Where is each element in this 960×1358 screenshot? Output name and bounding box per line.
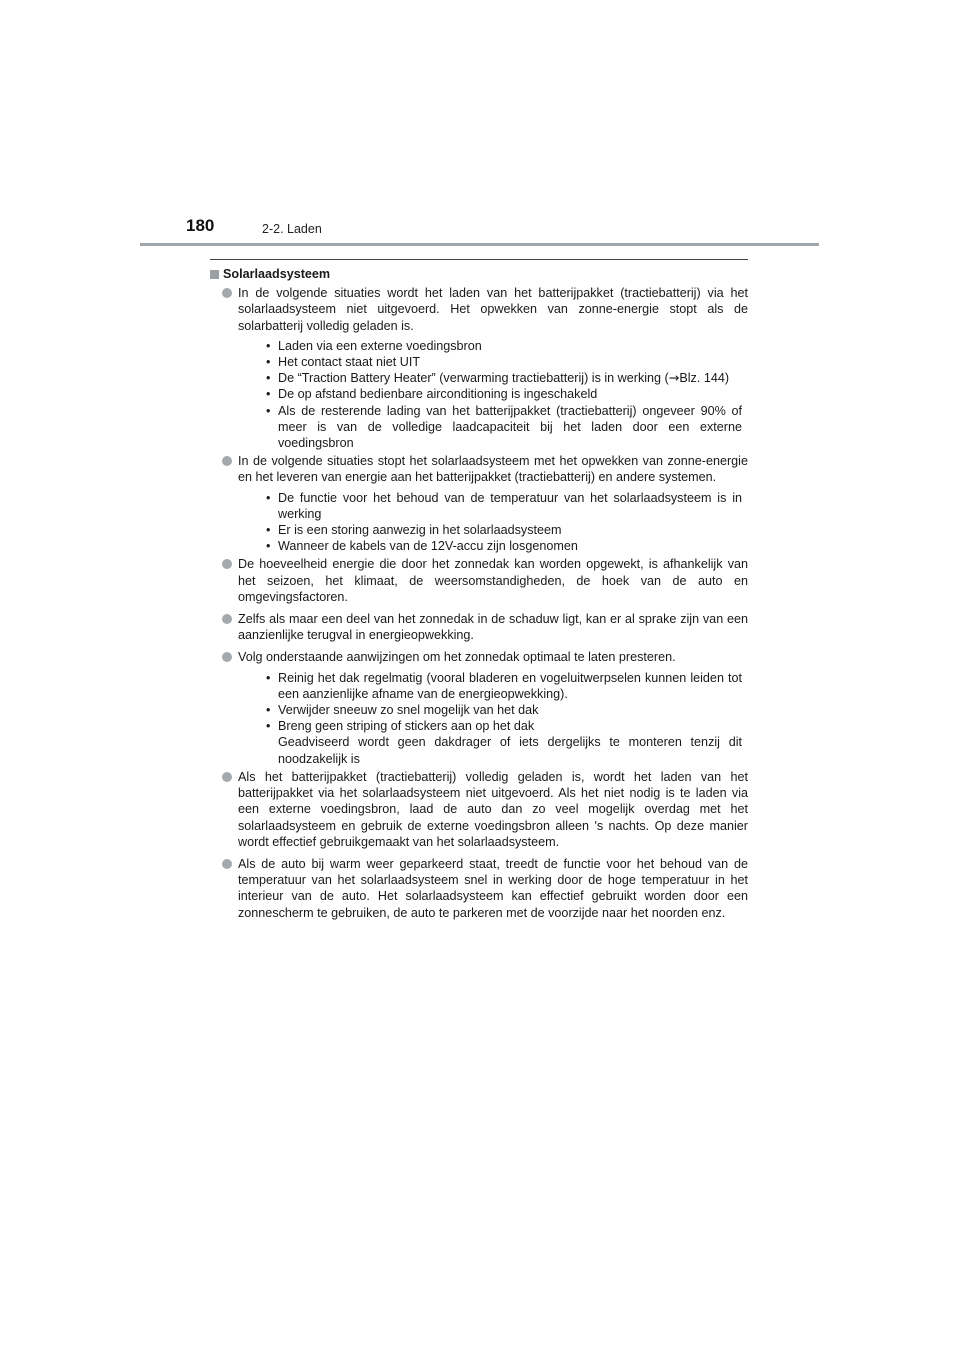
header-bar: [140, 243, 819, 246]
sub-item-text: Het contact staat niet UIT: [278, 355, 421, 370]
sub-list: [238, 670, 748, 767]
sub-marker: •: [266, 523, 271, 538]
sub-marker: •: [266, 539, 271, 554]
sub-item: [238, 522, 748, 538]
sub-item-text: Geadviseerd wordt geen dakdrager of iets dergelijks te monteren tenzij dit noodzakelijk is: [278, 735, 742, 766]
sub-item-text: Laden via een externe voedingsbron: [278, 338, 482, 353]
section-title: [210, 266, 748, 282]
arrow-right-icon: →: [668, 370, 680, 386]
sub-item: [238, 490, 748, 522]
square-bullet-icon: [210, 270, 219, 279]
sub-marker: •: [266, 403, 271, 418]
sub-marker: •: [266, 490, 271, 505]
sub-item: [238, 338, 748, 354]
bullet-text: Als het batterijpakket (tractiebatterij) volledig geladen is, wordt het laden van het batterijpakket via het solarlaadsysteem niet uitgevoerd. Als het niet nodig is te laden via een externe voedingsbron, laad de auto dan zo veel mogelijk overdag met het solarlaadsysteem en gebruik de externe voedingsbron alleen 's nachts. Op deze manier wordt effectief gebruikgemaakt van het solarlaadsysteem.: [238, 769, 748, 849]
sub-marker: •: [266, 371, 271, 386]
bullet-item: [210, 556, 748, 605]
sub-marker: •: [266, 703, 271, 718]
circle-bullet-icon: [222, 859, 232, 869]
sub-marker: •: [266, 355, 271, 370]
sub-item-text: Er is een storing aanwezig in het solarlaadsysteem: [278, 523, 562, 538]
circle-bullet-icon: [222, 772, 232, 782]
sub-item-text: De op afstand bedienbare airconditioning is ingeschakeld: [278, 387, 598, 402]
sub-item: [238, 670, 748, 702]
chapter-title: 2-2. Laden: [262, 222, 322, 236]
sub-item: [238, 702, 748, 718]
circle-bullet-icon: [222, 652, 232, 662]
sub-item-text: Breng geen striping of stickers aan op het dak: [278, 719, 535, 734]
circle-bullet-icon: [222, 559, 232, 569]
sub-marker: •: [266, 719, 271, 734]
bullet-text: Zelfs als maar een deel van het zonnedak in de schaduw ligt, kan er al sprake zijn van een aanzienlijke terugval in energieopwekking.: [238, 612, 748, 643]
circle-bullet-icon: [222, 456, 232, 466]
bullet-item: [210, 285, 748, 451]
sub-list: [238, 338, 748, 451]
section-title-text: Solarlaadsysteem: [223, 267, 331, 281]
sub-item-text: De functie voor het behoud van de temperatuur van het solarlaadsysteem is in werking: [278, 490, 742, 521]
page-reference-link[interactable]: Blz. 144): [679, 371, 730, 386]
sub-item: [238, 386, 748, 402]
sub-item: [238, 403, 748, 452]
bullet-text: In de volgende situaties stopt het solarlaadsysteem met het opwekken van zonne-energie en het leveren van energie aan het batterijpakket (tractiebatterij) en andere systemen.: [238, 454, 748, 485]
bullet-item: [210, 611, 748, 643]
sub-marker: •: [266, 338, 271, 353]
sub-item-text: Als de resterende lading van het batterijpakket (tractiebatterij) ongeveer 90% of meer is van de volledige laadcapaciteit bij het laden door een externe voedingsbron: [278, 403, 742, 451]
sub-item-text: Wanneer de kabels van de 12V-accu zijn losgenomen: [278, 539, 578, 554]
sub-item-text: Verwijder sneeuw zo snel mogelijk van het dak: [278, 703, 539, 718]
sub-marker: •: [266, 387, 271, 402]
bullet-text: In de volgende situaties wordt het laden van het batterijpakket (tractiebatterij) via het solarlaadsysteem niet uitgevoerd. Het opwekken van zonne-energie stopt als de solarbatterij volledig geladen is.: [238, 286, 748, 333]
sub-item: [238, 370, 748, 386]
sub-item: [238, 538, 748, 554]
sub-list: [238, 490, 748, 555]
bullet-item: [210, 769, 748, 850]
bullet-item: [210, 649, 748, 766]
sub-item-note: [238, 734, 748, 766]
section-rule: [210, 259, 748, 260]
page-number: 180: [186, 216, 215, 235]
sub-item-text: De “Traction Battery Heater” (verwarming tractiebatterij) is in werking (: [278, 371, 669, 386]
circle-bullet-icon: [222, 614, 232, 624]
circle-bullet-icon: [222, 288, 232, 298]
sub-marker: •: [266, 670, 271, 685]
bullet-text: Volg onderstaande aanwijzingen om het zonnedak optimaal te laten presteren.: [238, 650, 676, 665]
bullet-text: Als de auto bij warm weer geparkeerd staat, treedt de functie voor het behoud van de temperatuur van het solarlaadsysteem snel in werking door de hoge temperatuur in het interieur van de auto. Het solarlaadsysteem kan effectief gebruikt worden door een zonnescherm te gebruiken, de auto te parkeren met de voorzijde naar het noorden enz.: [238, 856, 748, 920]
bullet-text: De hoeveelheid energie die door het zonnedak kan worden opgewekt, is afhankelijk van het seizoen, het klimaat, de weersomstandigheden, de hoek van de auto en omgevingsfactoren.: [238, 557, 748, 604]
sub-item-text: Reinig het dak regelmatig (vooral bladeren en vogeluitwerpselen kunnen leiden tot een aanzienlijke afname van de energieopwekking).: [278, 670, 742, 701]
bullet-item: [210, 453, 748, 554]
sub-item: [238, 354, 748, 370]
sub-item: [238, 718, 748, 734]
bullet-item: [210, 856, 748, 921]
section-content: [210, 266, 748, 921]
